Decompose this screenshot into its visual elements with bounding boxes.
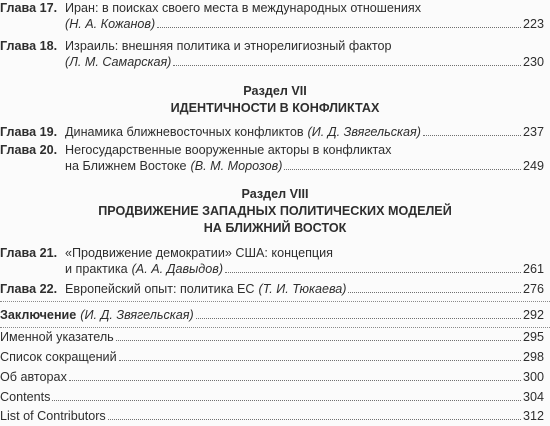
chapter-author: (Т. И. Тюкаева) xyxy=(258,282,347,296)
dot-leader xyxy=(116,330,521,341)
dot-leader xyxy=(173,55,521,66)
dot-leader xyxy=(108,409,521,420)
chapter-title: Европейский опыт: политика ЕС xyxy=(65,282,255,296)
separator-rule xyxy=(0,327,550,328)
dot-leader xyxy=(348,282,521,293)
page-number: 249 xyxy=(522,159,544,173)
entry-title: Заключение xyxy=(0,308,77,322)
section-number: Раздел VII xyxy=(243,84,307,98)
chapter-label: Глава 21. xyxy=(0,246,58,260)
page-number: 292 xyxy=(522,308,544,322)
toc-entry-contents xyxy=(0,389,550,405)
dot-leader xyxy=(225,262,521,273)
toc-entry-conclusion xyxy=(0,307,550,323)
chapter-label: Глава 19. xyxy=(0,125,58,139)
section-title-line2: НА БЛИЖНИЙ ВОСТОК xyxy=(203,221,347,235)
section-title: ИДЕНТИЧНОСТИ В КОНФЛИКТАХ xyxy=(170,101,380,115)
section-number: Раздел VIII xyxy=(241,187,309,201)
toc-entry-chapter-19 xyxy=(0,124,550,140)
toc-entry-abbreviations xyxy=(0,349,550,365)
page-number: 312 xyxy=(522,409,544,423)
page-number: 295 xyxy=(522,330,544,344)
dot-leader xyxy=(423,125,521,136)
entry-author: (И. Д. Звягельская) xyxy=(80,308,194,322)
page-number: 237 xyxy=(522,125,544,139)
section-title-line1: ПРОДВИЖЕНИЕ ЗАПАДНЫХ ПОЛИТИЧЕСКИХ МОДЕЛЕЙ xyxy=(98,204,452,218)
entry-title: Именной указатель xyxy=(0,330,114,344)
dot-leader xyxy=(69,370,521,381)
toc-entry-contributors xyxy=(0,408,550,424)
chapter-title-continued: и практика xyxy=(65,262,128,276)
toc-entry-chapter-21 xyxy=(0,245,550,277)
chapter-label: Глава 22. xyxy=(0,282,58,296)
page-number: 276 xyxy=(522,282,544,296)
dot-leader xyxy=(284,159,521,170)
chapter-title: Иран: в поисках своего места в международных отношениях xyxy=(65,1,421,15)
page-number: 304 xyxy=(522,390,544,404)
dot-leader xyxy=(52,390,521,401)
dot-leader xyxy=(196,308,521,319)
chapter-author: (А. А. Давыдов) xyxy=(131,262,224,276)
toc-entry-chapter-18 xyxy=(0,38,550,70)
chapter-label: Глава 20. xyxy=(0,143,58,157)
toc-entry-name-index xyxy=(0,329,550,345)
page-number: 298 xyxy=(522,350,544,364)
separator-rule xyxy=(0,301,550,302)
toc-entry-chapter-22 xyxy=(0,281,550,297)
chapter-title-continued: на Ближнем Востоке xyxy=(65,159,187,173)
chapter-author: (Л. М. Самарская) xyxy=(65,55,172,69)
entry-title: Contents xyxy=(0,390,51,404)
chapter-label: Глава 18. xyxy=(0,39,58,53)
toc-entry-chapter-17 xyxy=(0,0,550,32)
entry-title: Список сокращений xyxy=(0,350,117,364)
chapter-title: «Продвижение демократии» США: концепция xyxy=(65,246,333,260)
chapter-title: Негосударственные вооруженные акторы в конфликтах xyxy=(65,143,392,157)
entry-title: Об авторах xyxy=(0,370,67,384)
entry-title: List of Contributors xyxy=(0,409,106,423)
toc-entry-about-authors xyxy=(0,369,550,385)
dot-leader xyxy=(119,350,521,361)
chapter-author: (В. М. Морозов) xyxy=(190,159,283,173)
section-heading-viii xyxy=(0,186,550,237)
page-number: 223 xyxy=(522,17,544,31)
chapter-label: Глава 17. xyxy=(0,1,58,15)
section-heading-vii xyxy=(0,83,550,117)
chapter-author: (И. Д. Звягельская) xyxy=(307,125,421,139)
chapter-title: Динамика ближневосточных конфликтов xyxy=(65,125,304,139)
dot-leader xyxy=(157,17,521,28)
page-number: 300 xyxy=(522,370,544,384)
toc-entry-chapter-20 xyxy=(0,142,550,174)
page-number: 261 xyxy=(522,262,544,276)
chapter-title: Израиль: внешняя политика и этнорелигиозный фактор xyxy=(65,39,392,53)
page-number: 230 xyxy=(522,55,544,69)
chapter-author: (Н. А. Кожанов) xyxy=(65,17,156,31)
